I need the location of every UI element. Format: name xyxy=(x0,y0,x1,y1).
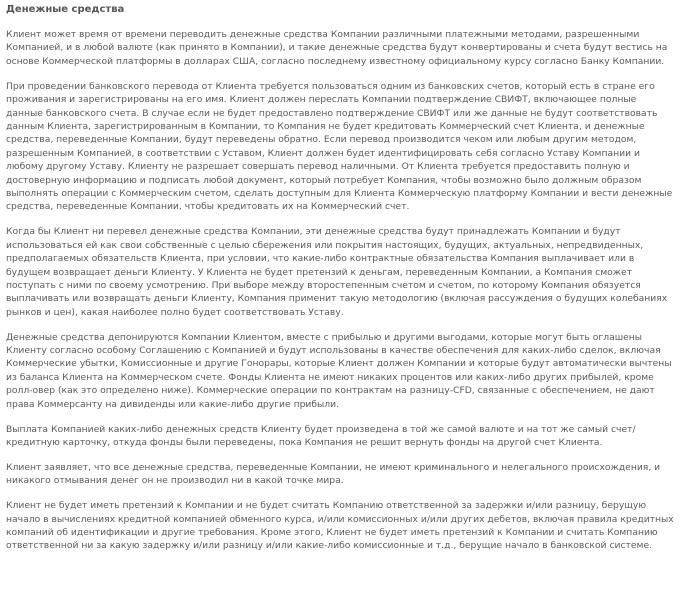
page-title: Денежные средства xyxy=(6,4,125,15)
paragraph-withdrawal: Выплата Компанией каких-либо денежных средств Клиенту будет произведена в той же самой валюте и на тот же самый счет/кредитную карточку, откуда фонды были переведены, пока Компания не решит вернуть фонды на другой счет Клиента. xyxy=(6,423,636,448)
paragraph-ownership: Когда бы Клиент ни перевел денежные средства Компании, эти денежные средства будут принадлежать Компании и будут использоваться ей как свои собственные с целью сбережения или покрытия настоящих, будущих, актуальных, непредвиденных, предполагаемых обязательств Клиента, при условии, что какие-либо контрактные обязательства Компания выплачивает или в будущем возвращает деньги Клиенту. У Клиента не будет претензий к деньгам, переведенным Компании, а Компания сможет поступать с ними по своему усмотрению. При выборе между второстепенным счетом и счетом, по которому Компания обязуется выплачивать или возвращать деньги Клиенту, Компания применит такую методологию (включая рассуждения о будущих колебаниях рынков и цен), какая наиболее полно будет соответствовать Уставу. xyxy=(6,226,668,318)
paragraph-collateral: Денежные средства депонируются Компании Клиентом, вместе с прибылью и другими выгодами, которые могут быть оглашены Клиенту согласно особому Соглашению с Компанией и будут использованы в качестве обеспечения для каких-либо сделок, включая Коммерческие убытки, Комиссионные и другие Гонорары, которые Клиент должен Компании и которые будут автоматически вычтены из баланса Клиента на Коммерческом счете. Фонды Клиента не имеют никаких процентов или каких-либо других прибылей, кроме ролл-овер (как это определено ниже). Коммерческие операции по контрактам на разницу-CFD, связанные с обеспечением, не дают права Коммерсанту на дивиденды или какие-либо другие прибыли. xyxy=(6,331,672,410)
paragraph-liability: Клиент не будет иметь претензий к Компании и не будет считать Компанию ответственной за задержки и/или разницу, берущую начало в вычислениях кредитной компанией обменного курса, и/или комиссионных и/или других дебетов, включая правила кредитных компаний об идентификации и другие требования. Кроме этого, Клиент не будет иметь претензий к Компании и считать Компанию ответственной ни за какую задержку и/или разницу и/или какие-либо комиссионные и т.д., берущие начало в банковской системе. xyxy=(6,500,674,552)
paragraph-bank-transfer: При проведении банковского перевода от Клиента требуется пользоваться одним из банковских счетов, который есть в стране его проживания и зарегистрированы на его имя. Клиент должен переслать Компании подтверждение СВИФТ, включающее полные данные банковского счета. В случае если не будет предоставлено подтверждение СВИФТ или же данные не будут соответствовать данным Клиента, зарегистрированным в Компании, то Компания не будет кредитовать Коммерческий счет Клиента, и денежные средства, переведенные Компании, будут переведены обратно. Если перевод производится чеком или любым другим методом, разрешенным Компанией, в соответствии с Уставом, Клиент должен будет идентифицировать себя согласно Уставу Компании и любому другому Уставу. Клиенту не разрешает совершать перевод наличными. От Клиента требуется предоставить полную и достоверную информацию и подписать любой документ, который потребует Компания, чтобы возможно было должным образом выполнять операции с Коммерческим счетом, сделать доступным для Клиента Коммерческую платформу Компании и вести денежные средства, переведенные Компании, чтобы кредитовать их на Коммерческий счет. xyxy=(6,80,673,213)
paragraph-legal-origin: Клиент заявляет, что все денежные средства, переведенные Компании, не имеют криминального и нелегального происхождения, и никакого отмывания денег он не производил ни в какой точке мира. xyxy=(6,461,661,487)
paragraph-deposits: Клиент может время от времени переводить денежные средства Компании различными платежными методами, разрешенными Компанией, и в любой валюте (как принято в Компании), и такие денежные средства будут конвертированы и счета будут вестись на основе Коммерческой платформы в долларах США, согласно последнему известному официальному курсу согласно Банку Компании. xyxy=(6,29,668,67)
